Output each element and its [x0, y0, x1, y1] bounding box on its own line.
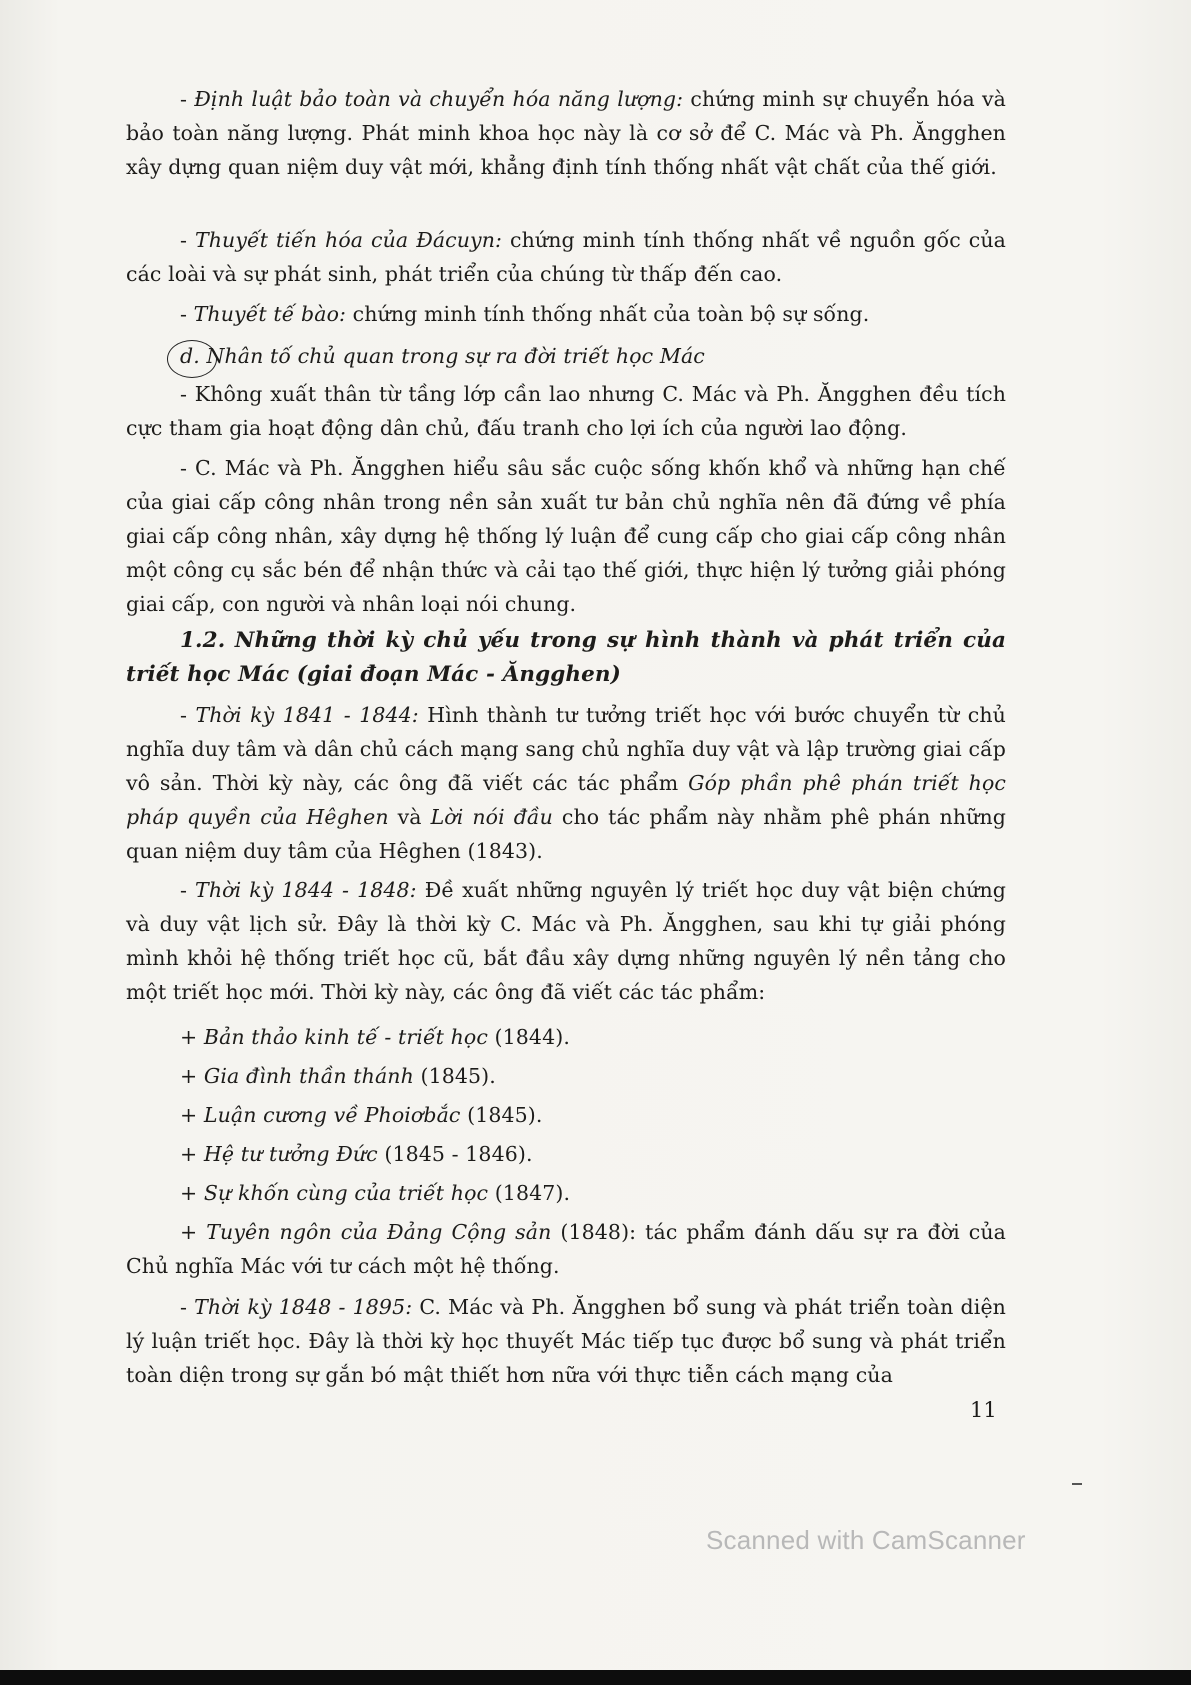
paragraph-text: chứng minh sự chuyển hóa và bảo toàn năng lượng. Phát minh khoa học này là cơ sở để C. Mác và Ph. Ăngghen xây dựng quan niệm duy vật mới, khẳng định tính thống nhất vật chất của thế giới. — [126, 87, 1007, 179]
work-item — [126, 1137, 1006, 1171]
work-item — [126, 1098, 1006, 1132]
work-item — [126, 1020, 1006, 1054]
work-item — [126, 1059, 1006, 1093]
dash: - — [180, 228, 195, 252]
paragraph-period-1841 — [126, 698, 1006, 868]
section-title: Những thời kỳ chủ yếu trong sự hình thành và phát triển của triết học Mác (giai đoạn Mác - Ăngghen) — [126, 628, 1007, 687]
plus-marker: + — [180, 1142, 204, 1166]
page-number: 11 — [970, 1398, 997, 1422]
work-title: Tuyên ngôn của Đảng Cộng sản — [206, 1220, 552, 1244]
paragraph-cell-theory — [126, 297, 1006, 331]
paragraph-text: cho tác phẩm này nhằm phê phán những quan niệm duy tâm của Hêghen (1843). — [126, 805, 1006, 863]
paragraph-title: Thời kỳ 1848 - 1895: — [194, 1295, 413, 1319]
section-label: d. — [180, 344, 200, 368]
plus-marker: + — [180, 1064, 204, 1088]
camscanner-watermark: Scanned with CamScanner — [706, 1525, 1026, 1555]
paragraph-period-1844 — [126, 873, 1006, 1009]
paragraph-title: Thuyết tiến hóa của Đácuyn: — [194, 228, 503, 252]
dash: - — [180, 87, 195, 111]
work-title: Luận cương về Phoiơbắc — [203, 1103, 461, 1127]
paragraph-evolution — [126, 223, 1006, 291]
section-d-heading — [180, 339, 1000, 373]
section-number: 1.2. — [180, 628, 226, 653]
paragraph-title: Định luật bảo toàn và chuyển hóa năng lượng: — [194, 87, 684, 111]
work-year: (1845). — [413, 1064, 496, 1088]
paragraph-energy-law — [126, 82, 1006, 184]
work-title: Bản thảo kinh tế - triết học — [203, 1025, 488, 1049]
work-year: (1845). — [460, 1103, 543, 1127]
plus-marker: + — [180, 1220, 207, 1244]
paragraph-period-1848 — [126, 1290, 1006, 1392]
paragraph-text: chứng minh tính thống nhất của toàn bộ sự sống. — [346, 302, 870, 326]
paragraph-text: C. Mác và Ph. Ăngghen bổ sung và phát triển toàn diện lý luận triết học. Đây là thời kỳ học thuyết Mác tiếp tục được bổ sung và phát triển toàn diện trong sự gắn bó mật thiết hơn nữa với thực tiễn cách mạng của — [126, 1295, 1006, 1387]
paragraph-working-class: - C. Mác và Ph. Ăngghen hiểu sâu sắc cuộc sống khốn khổ và những hạn chế của giai cấp công nhân trong nền sản xuất tư bản chủ nghĩa nên đã đứng về phía giai cấp công nhân, xây dựng hệ thống lý luận để cung cấp cho giai cấp công nhân một công cụ sắc bén để nhận thức và cải tạo thế giới, thực hiện lý tưởng giải phóng giai cấp, con người và nhân loại nói chung. — [126, 456, 1006, 616]
paragraph-text: Đề xuất những nguyên lý triết học duy vật biện chứng và duy vật lịch sử. Đây là thời kỳ C. Mác và Ph. Ăngghen, sau khi tự giải phóng mình khỏi hệ thống triết học cũ, bắt đầu xây dựng những nguyên lý nền tảng cho một triết học mới. Thời kỳ này, các ông đã viết các tác phẩm: — [126, 878, 1006, 1004]
work-title: Hệ tư tưởng Đức — [203, 1142, 378, 1166]
dash: - — [180, 703, 196, 727]
paragraph-title: Thời kỳ 1841 - 1844: — [195, 703, 419, 727]
paragraph-title: Thuyết tế bào: — [193, 302, 347, 326]
section-1-2-heading — [126, 624, 1006, 692]
bottom-edge-bar — [0, 1670, 1191, 1685]
dash: - — [180, 1295, 195, 1319]
work-year: (1844). — [487, 1025, 570, 1049]
section-title: Nhân tố chủ quan trong sự ra đời triết học Mác — [206, 344, 705, 368]
plus-marker: + — [180, 1103, 204, 1127]
dash: - — [180, 302, 194, 326]
work-description: (1848): tác phẩm đánh dấu sự ra đời của Chủ nghĩa Mác với tư cách một hệ thống. — [126, 1220, 1006, 1278]
work-title: Lời nói đầu — [430, 805, 553, 829]
plus-marker: + — [180, 1025, 204, 1049]
plus-marker: + — [180, 1181, 204, 1205]
work-title: Góp phần phê phán triết học pháp quyền của Hêghen — [126, 771, 1006, 829]
work-item — [126, 1176, 1006, 1210]
paragraph-text: Hình thành tư tưởng triết học với bước chuyển từ chủ nghĩa duy tâm và dân chủ cách mạng sang chủ nghĩa duy vật và lập trường giai cấp vô sản. Thời kỳ này, các ông đã viết các tác phẩm — [126, 703, 1006, 795]
work-year: (1847). — [488, 1181, 571, 1205]
scan-mark — [1072, 1483, 1082, 1485]
paragraph-activism: - Không xuất thân từ tầng lớp cần lao nhưng C. Mác và Ph. Ăngghen đều tích cực tham gia hoạt động dân chủ, đấu tranh cho lợi ích của người lao động. — [126, 382, 1006, 440]
paragraph-text: và — [388, 805, 431, 829]
work-item-manifesto — [126, 1215, 1006, 1283]
work-title: Gia đình thần thánh — [203, 1064, 414, 1088]
dash: - — [180, 878, 196, 902]
paragraph-title: Thời kỳ 1844 - 1848: — [195, 878, 417, 902]
work-title: Sự khốn cùng của triết học — [203, 1181, 489, 1205]
work-year: (1845 - 1846). — [377, 1142, 533, 1166]
paragraph-text: chứng minh tính thống nhất về nguồn gốc của các loài và sự phát sinh, phát triển của chúng từ thấp đến cao. — [126, 228, 1006, 286]
